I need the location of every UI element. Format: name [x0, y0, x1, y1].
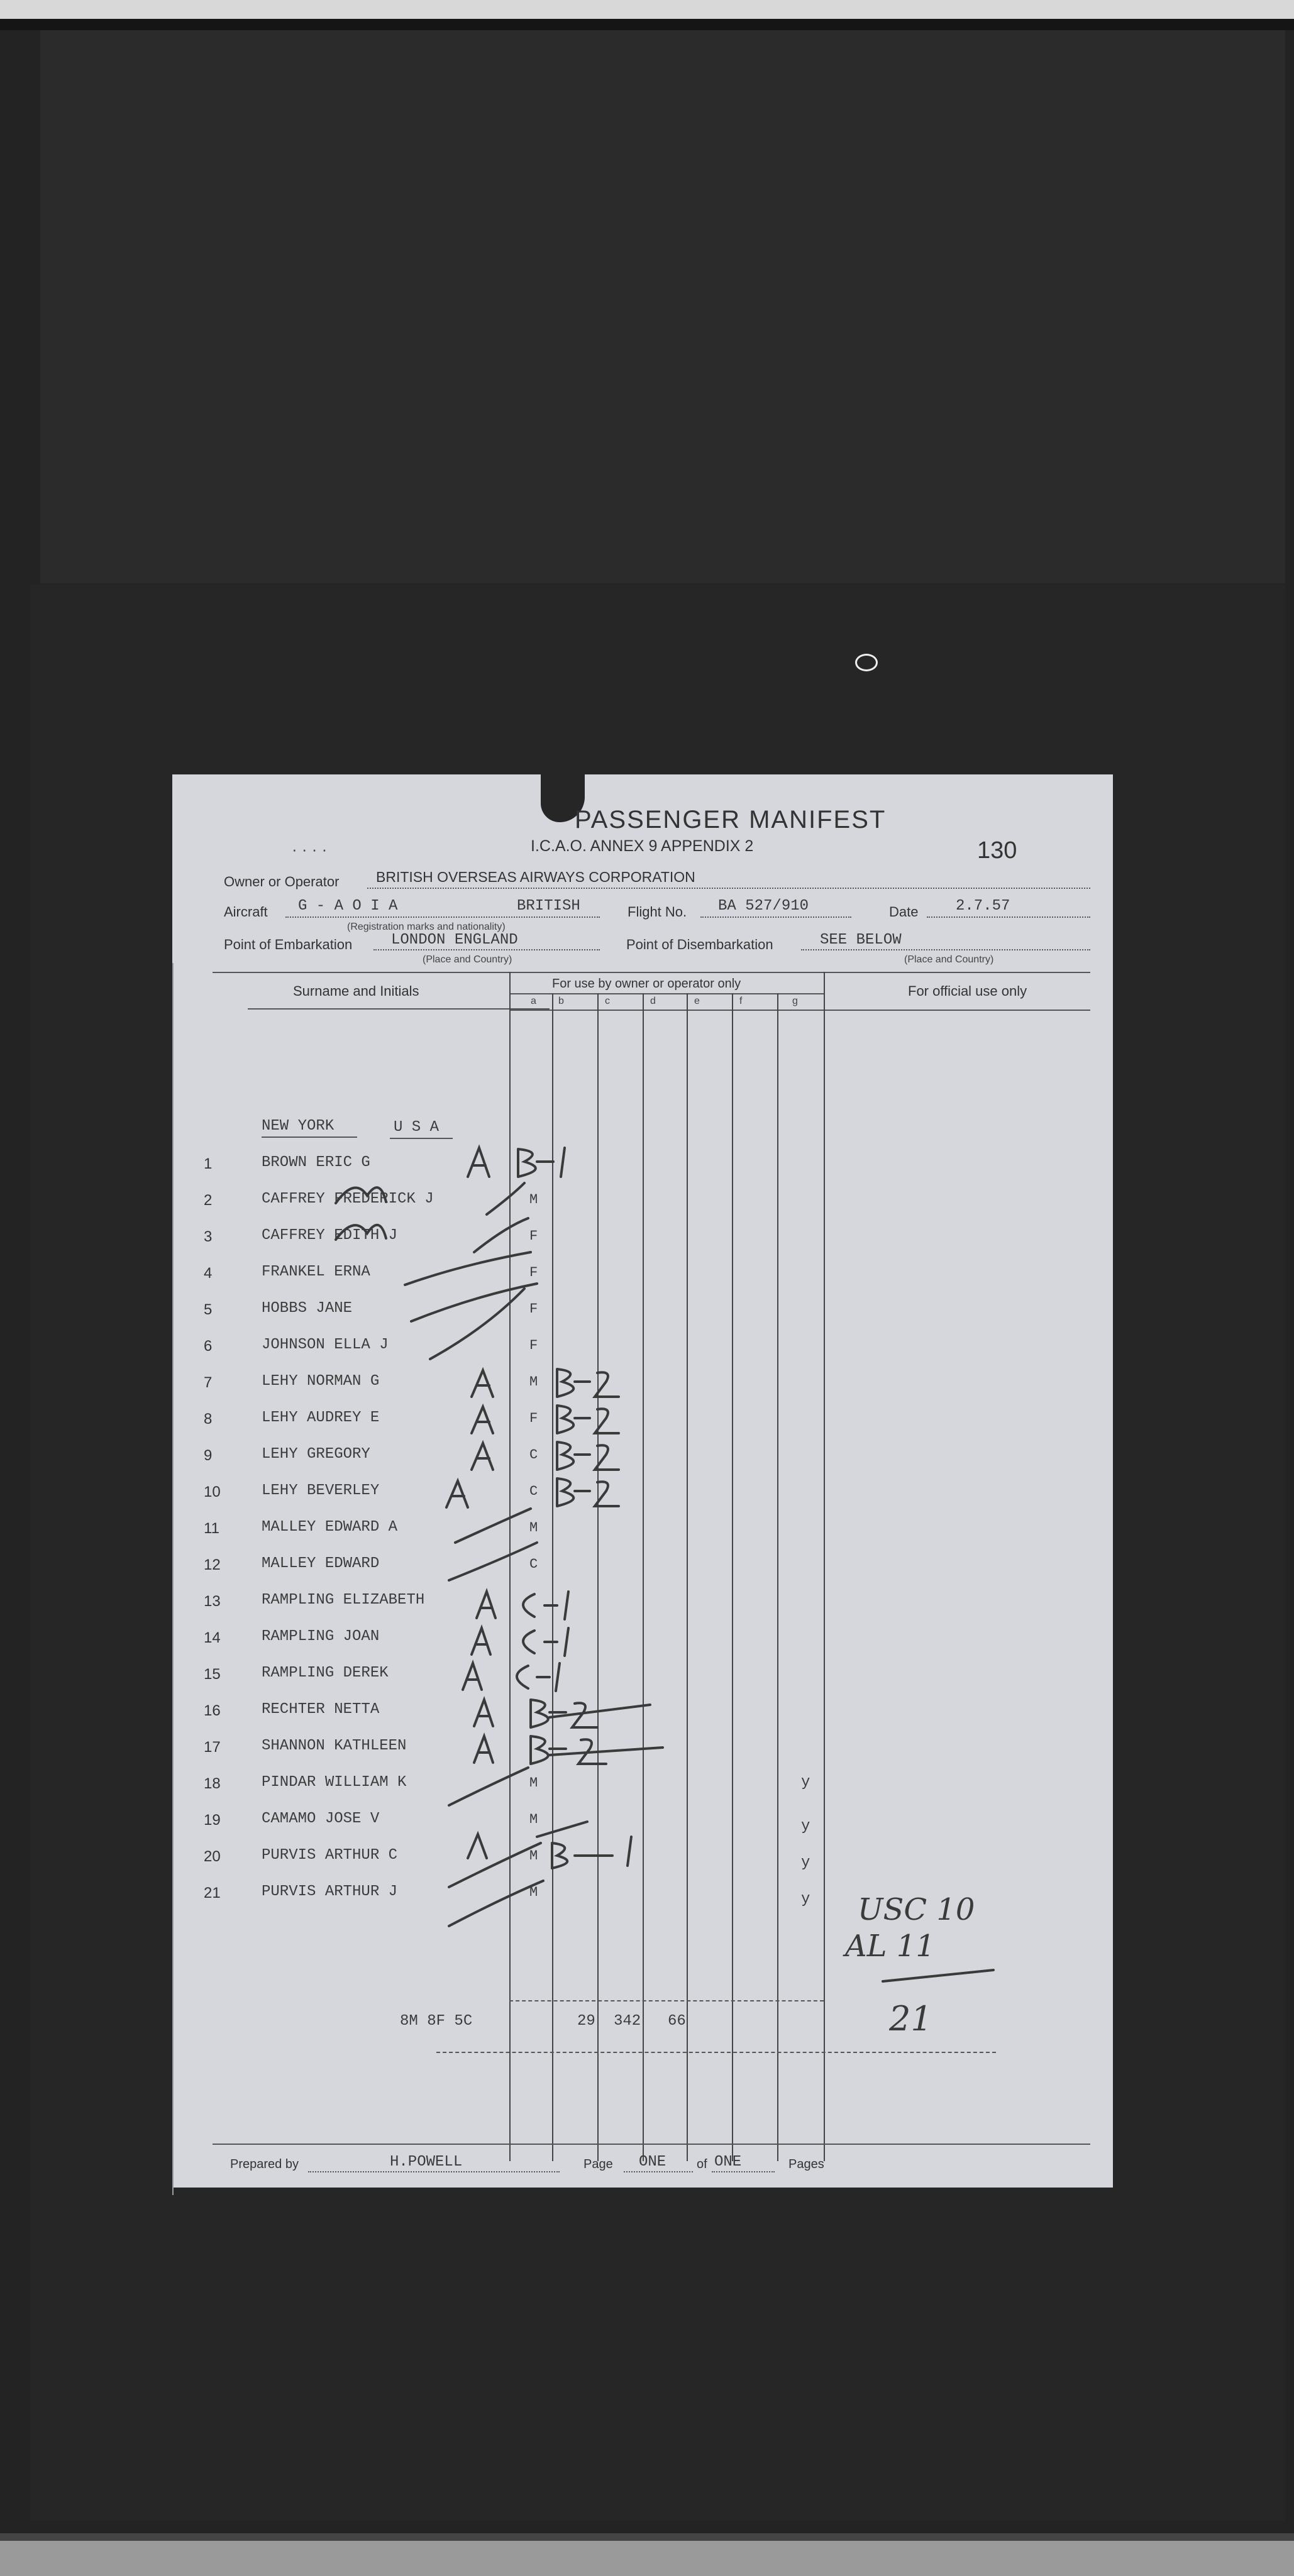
page-stamp-number: 130 — [977, 837, 1017, 864]
passenger-name: SHANNON KATHLEEN — [262, 1737, 407, 1754]
punch-hole — [855, 654, 878, 671]
passenger-name: CAMAMO JOSE V — [262, 1810, 380, 1827]
flight-number: BA 527/910 — [718, 898, 809, 915]
destination-country: U S A — [394, 1119, 440, 1136]
handwritten-a-mark — [468, 1834, 487, 1858]
page-value: ONE — [639, 2154, 666, 2171]
passenger-name: BROWN ERIC G — [262, 1154, 370, 1171]
footer-rule — [213, 2144, 1090, 2145]
row-number: 1 — [204, 1155, 213, 1172]
passenger-name: LEHY AUDREY E — [262, 1409, 380, 1426]
handwritten-b2-mark — [557, 1369, 619, 1397]
embarkation-label: Point of Embarkation — [224, 937, 353, 952]
passenger-sex: M — [529, 1192, 538, 1208]
handwritten-a-mark — [474, 1736, 493, 1763]
passenger-name: PINDAR WILLIAM K — [262, 1774, 407, 1791]
handwritten-b2-mark — [557, 1406, 619, 1433]
check-mark — [487, 1183, 524, 1214]
column-owner-use: For use by owner or operator only — [552, 977, 741, 991]
embarkation-note: (Place and Country) — [423, 954, 512, 965]
column-official-use: For official use only — [908, 983, 1027, 999]
passenger-g-mark: y — [801, 1818, 810, 1835]
handwritten-b2-mark — [531, 1700, 650, 1727]
subcol-f: f — [739, 996, 743, 1006]
handwritten-c1-mark — [523, 1628, 568, 1656]
handwritten-b2-mark — [557, 1478, 619, 1506]
passenger-sex: M — [529, 1520, 538, 1536]
row-number: 6 — [204, 1338, 213, 1355]
tally-rule — [883, 1970, 993, 1981]
prepared-by-value: H.POWELL — [390, 2154, 463, 2171]
film-frame-upper — [40, 30, 1285, 583]
totals-c: 342 — [614, 2013, 641, 2030]
destination-city: NEW YORK — [262, 1118, 335, 1135]
of-label: of — [697, 2157, 707, 2171]
row-number: 12 — [204, 1556, 221, 1573]
official-note-total: 21 — [889, 1999, 932, 2039]
passenger-name: RAMPLING ELIZABETH — [262, 1592, 425, 1609]
passenger-sex: M — [529, 1374, 538, 1390]
page-line — [624, 2171, 693, 2172]
owner-value: BRITISH OVERSEAS AIRWAYS CORPORATION — [376, 869, 695, 885]
passenger-sex: M — [529, 1812, 538, 1827]
handwritten-b2-mark — [531, 1736, 663, 1764]
check-mark — [449, 1543, 537, 1580]
header-marks: · · · · — [292, 840, 328, 859]
subcol-b: b — [558, 996, 564, 1006]
owner-label: Owner or Operator — [224, 874, 340, 889]
film-edge-bottom-shadow — [0, 2533, 1294, 2541]
handwritten-c1-mark — [523, 1592, 568, 1619]
overwrite-scribble — [336, 1187, 386, 1203]
prepared-by-line — [308, 2171, 560, 2172]
passenger-g-mark: y — [801, 1774, 810, 1791]
row-number: 17 — [204, 1739, 221, 1756]
passenger-name: PURVIS ARTHUR J — [262, 1883, 398, 1900]
registration-note: (Registration marks and nationality) — [347, 922, 506, 932]
handwritten-annotations — [172, 774, 1113, 2188]
document-subtitle: I.C.A.O. ANNEX 9 APPENDIX 2 — [531, 837, 754, 855]
of-line — [712, 2171, 775, 2172]
row-number: 21 — [204, 1885, 221, 1902]
handwritten-a-mark — [446, 1481, 468, 1507]
of-value: ONE — [714, 2154, 742, 2171]
passenger-name: MALLEY EDWARD A — [262, 1519, 398, 1536]
passenger-name: JOHNSON ELLA J — [262, 1336, 389, 1353]
film-edge-top — [0, 0, 1294, 19]
date-label: Date — [889, 904, 919, 920]
totals-b: 29 — [577, 2013, 595, 2030]
handwritten-a-mark — [472, 1370, 493, 1397]
passenger-name: HOBBS JANE — [262, 1300, 353, 1317]
row-number: 4 — [204, 1265, 213, 1282]
passenger-name: RAMPLING DEREK — [262, 1665, 389, 1682]
subcol-a: a — [531, 996, 536, 1006]
check-mark — [455, 1509, 531, 1543]
handwritten-c1-mark — [517, 1663, 560, 1691]
row-number: 16 — [204, 1702, 221, 1719]
passenger-sex: M — [529, 1775, 538, 1791]
passenger-sex: F — [529, 1411, 538, 1426]
row-number: 19 — [204, 1812, 221, 1829]
passenger-sex: F — [529, 1338, 538, 1353]
row-number: 10 — [204, 1483, 221, 1500]
embarkation-value: LONDON ENGLAND — [391, 932, 518, 949]
passenger-sex: C — [529, 1556, 538, 1572]
passenger-name: LEHY GREGORY — [262, 1446, 370, 1463]
subcol-g: g — [792, 996, 798, 1006]
passenger-name: CAFFREY EDITH J — [262, 1227, 398, 1244]
passenger-name: LEHY NORMAN G — [262, 1373, 380, 1390]
date-value: 2.7.57 — [956, 898, 1010, 915]
row-number: 15 — [204, 1666, 221, 1683]
check-mark — [449, 1768, 528, 1805]
row-number: 11 — [204, 1520, 219, 1537]
handwritten-a-mark — [468, 1148, 489, 1177]
totals-summary: 8M 8F 5C — [400, 2013, 473, 2030]
row-number: 9 — [204, 1447, 213, 1464]
passenger-sex: F — [529, 1301, 538, 1317]
disembarkation-note: (Place and Country) — [904, 954, 994, 965]
pages-label: Pages — [788, 2157, 824, 2171]
check-mark — [411, 1284, 537, 1321]
passenger-g-mark: y — [801, 1854, 810, 1871]
passenger-sex: M — [529, 1848, 538, 1864]
check-mark — [405, 1252, 531, 1285]
official-note-usc: USC 10 — [858, 1892, 975, 1927]
row-number: 14 — [204, 1629, 221, 1646]
handwritten-b2-mark — [557, 1442, 619, 1470]
subcol-c: c — [605, 996, 610, 1006]
passenger-name: PURVIS ARTHUR C — [262, 1847, 398, 1864]
passenger-sex: C — [529, 1447, 538, 1463]
handwritten-a-mark — [474, 1700, 493, 1726]
subcol-d: d — [650, 996, 656, 1006]
passenger-g-mark: y — [801, 1891, 810, 1908]
check-mark — [449, 1843, 541, 1887]
film-edge-shadow — [0, 19, 1294, 30]
passenger-sex: C — [529, 1483, 538, 1499]
passenger-name: FRANKEL ERNA — [262, 1263, 370, 1280]
handwritten-a-mark — [472, 1443, 493, 1470]
row-number: 5 — [204, 1301, 213, 1318]
aircraft-nationality: BRITISH — [517, 898, 580, 915]
totals-d: 66 — [668, 2013, 686, 2030]
overwrite-scribble — [336, 1225, 386, 1240]
handwritten-a-mark — [472, 1628, 490, 1654]
handwritten-b1-mark — [518, 1148, 565, 1177]
passenger-name: LEHY BEVERLEY — [262, 1482, 380, 1499]
prepared-by-label: Prepared by — [230, 2157, 299, 2171]
row-number: 2 — [204, 1192, 213, 1209]
row-number: 13 — [204, 1593, 221, 1610]
passenger-name: RAMPLING JOAN — [262, 1628, 380, 1645]
passenger-sex: F — [529, 1228, 538, 1244]
column-surname: Surname and Initials — [293, 983, 419, 999]
aircraft-registration: G - A O I A — [298, 898, 398, 915]
document-title: PASSENGER MANIFEST — [575, 806, 887, 834]
page-label: Page — [583, 2157, 613, 2171]
row-number: 7 — [204, 1374, 213, 1391]
manifest-page — [172, 774, 1113, 2188]
row-number: 3 — [204, 1228, 213, 1245]
check-mark — [449, 1881, 543, 1926]
row-number: 20 — [204, 1848, 221, 1865]
disembarkation-value: SEE BELOW — [820, 932, 902, 949]
passenger-name: CAFFREY FREDERICK J — [262, 1191, 434, 1208]
handwritten-a-mark — [463, 1663, 482, 1690]
passenger-sex: M — [529, 1885, 538, 1900]
disembarkation-label: Point of Disembarkation — [626, 937, 773, 952]
row-number: 18 — [204, 1775, 221, 1792]
passenger-sex: F — [529, 1265, 538, 1280]
handwritten-b1-mark — [537, 1822, 631, 1868]
subcol-e: e — [694, 996, 700, 1006]
passenger-name: MALLEY EDWARD — [262, 1555, 380, 1572]
passenger-name: RECHTER NETTA — [262, 1701, 380, 1718]
flight-label: Flight No. — [628, 904, 687, 920]
check-mark — [474, 1218, 528, 1252]
handwritten-a-mark — [472, 1407, 493, 1433]
handwritten-a-mark — [477, 1592, 495, 1618]
row-number: 8 — [204, 1411, 213, 1428]
official-note-al: AL 11 — [845, 1929, 935, 1964]
aircraft-label: Aircraft — [224, 904, 268, 920]
